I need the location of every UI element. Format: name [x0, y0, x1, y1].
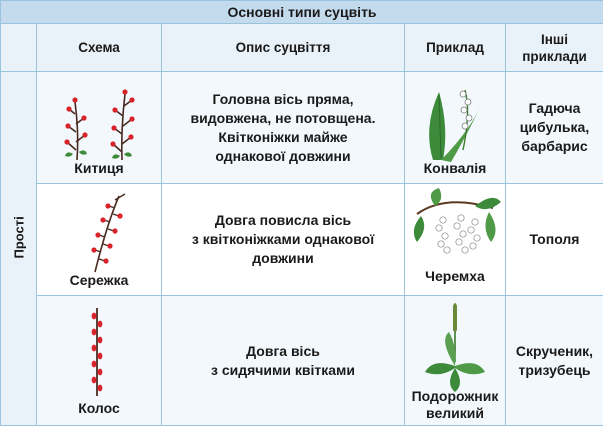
table-title: Основні типи суцвіть	[1, 1, 603, 24]
example-label-line: Подорожник	[411, 388, 499, 404]
other-example-line: Гадюча	[528, 100, 581, 116]
other-example-line: Тополя	[529, 231, 580, 247]
example-cell-lily-of-the-valley	[405, 72, 506, 184]
other-examples-cell-raceme	[506, 72, 603, 184]
other-example-line: цибулька,	[519, 119, 590, 135]
example-label-lily-of-the-valley: Конвалія	[423, 160, 487, 176]
description-line: з квітконіжками однакової	[191, 231, 375, 247]
description-line: Квітконіжки майже	[218, 128, 348, 145]
description-line: Довга повисла вісь	[214, 212, 352, 228]
example-label-bird-cherry: Черемха	[425, 268, 485, 284]
header-schema: Схема	[37, 24, 162, 72]
description-line: Довга вісь	[246, 342, 320, 359]
other-example-line: тризубець	[518, 361, 591, 378]
schema-label-spike: Колос	[78, 400, 120, 416]
schema-label-raceme: Китиця	[74, 160, 124, 176]
description-line: довжини	[252, 250, 314, 266]
other-examples-cell-catkin	[506, 184, 603, 296]
other-examples-cell-spike	[506, 296, 603, 426]
schema-cell-catkin	[37, 184, 162, 296]
group-label: Прості	[11, 216, 26, 259]
description-line: Головна вісь пряма,	[212, 90, 354, 107]
schema-cell-spike	[37, 296, 162, 426]
example-label-plantain	[405, 388, 505, 422]
schema-cell-raceme	[37, 72, 162, 184]
example-cell-bird-cherry	[405, 184, 506, 296]
description-line: з сидячими квітками	[211, 361, 355, 378]
plantain-illustration	[405, 296, 504, 396]
schema-label-catkin: Сережка	[69, 272, 129, 288]
group-label-cell	[1, 72, 37, 426]
header-description: Опис суцвіття	[162, 24, 405, 72]
header-blank-cell	[1, 24, 37, 72]
description-line: видовжена, не потовщена.	[190, 109, 376, 126]
description-cell-raceme	[162, 72, 405, 184]
header-example: Приклад	[405, 24, 506, 72]
other-example-line: Скрученик,	[515, 342, 594, 359]
example-label-line: великий	[426, 405, 484, 421]
header-other: Інші приклади	[506, 24, 603, 72]
description-line: однакової довжини	[215, 147, 351, 164]
example-cell-plantain	[405, 296, 506, 426]
description-cell-spike	[162, 296, 405, 426]
description-cell-catkin	[162, 184, 405, 296]
other-example-line: барбарис	[521, 138, 588, 154]
